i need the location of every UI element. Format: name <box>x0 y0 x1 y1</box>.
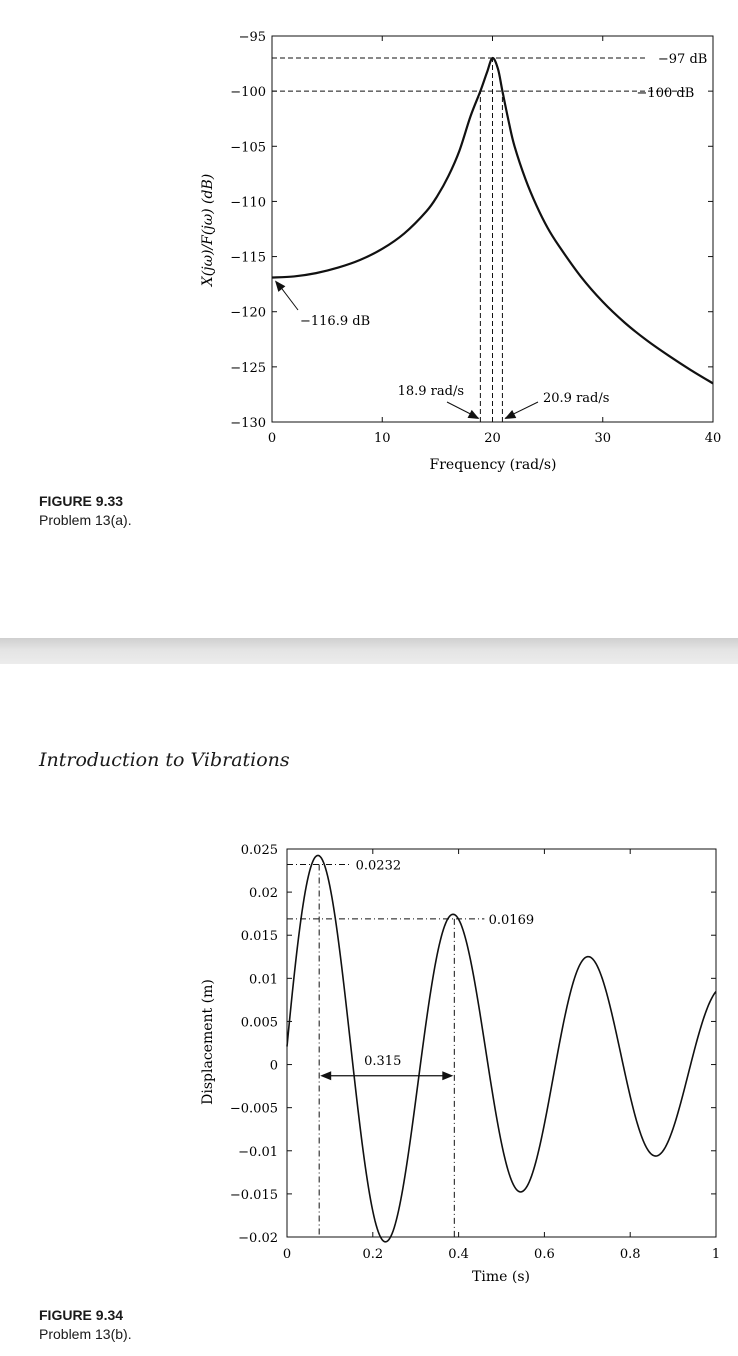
y-tick-label: −95 <box>238 30 266 45</box>
x-tick-label: 20 <box>484 431 501 446</box>
reference-lines <box>287 865 484 1237</box>
annotation-arrowhead <box>468 410 480 419</box>
annotation-peak2: 0.0169 <box>488 912 535 928</box>
figure-caption-text: Problem 13(a). <box>39 512 132 528</box>
y-tick-label: 0.01 <box>249 972 278 988</box>
figure-caption-text: Problem 13(b). <box>39 1326 132 1342</box>
y-tick-label: 0.02 <box>249 886 278 902</box>
period-arrowhead-left <box>320 1071 331 1080</box>
annotations <box>275 52 707 419</box>
annotation-116-9db: −116.9 dB <box>300 314 371 329</box>
x-tick-label: 0.6 <box>534 1247 555 1262</box>
annotation-peak1: 0.0232 <box>355 858 402 874</box>
y-tick-label: 0 <box>269 1058 278 1074</box>
x-tick-label: 1 <box>711 1247 721 1262</box>
y-tick-label: −100 <box>230 85 266 101</box>
y-tick-label: −120 <box>230 305 266 321</box>
y-tick-label: −0.005 <box>229 1101 278 1117</box>
period-arrowhead-right <box>442 1071 453 1080</box>
y-tick-label: −0.02 <box>238 1231 278 1246</box>
x-tick-label: 0.8 <box>619 1247 641 1262</box>
page-break <box>0 638 738 664</box>
annotation-arrowhead <box>504 410 516 419</box>
annotation-100db: −100 dB <box>636 86 695 102</box>
y-tick-label: −0.015 <box>229 1187 278 1203</box>
y-tick-label: −0.01 <box>238 1144 278 1160</box>
y-tick-label: −105 <box>230 140 266 156</box>
x-tick-label: 0.4 <box>448 1247 469 1262</box>
x-axis-label: Time (s) <box>472 1269 530 1285</box>
x-tick-label: 10 <box>373 431 391 446</box>
y-tick-label: 0.025 <box>240 843 278 858</box>
figure-label: FIGURE 9.33 <box>39 493 124 509</box>
plot-frame <box>287 849 716 1237</box>
annotation-arrowhead <box>275 281 285 292</box>
reference-lines <box>272 58 685 422</box>
annotation-18-9-rads: 18.9 rad/s <box>397 384 464 399</box>
annotation-97db: −97 dB <box>657 52 708 68</box>
figure-caption-9-33 <box>39 492 132 530</box>
x-tick-label: 30 <box>594 431 612 446</box>
y-tick-label: −115 <box>230 250 266 266</box>
y-tick-label: 0.015 <box>240 929 278 945</box>
y-axis-label: X(jω)/F(jω) (dB) <box>200 173 216 287</box>
x-tick-label: 0 <box>267 431 277 446</box>
x-tick-label: 0 <box>282 1247 292 1262</box>
axis-ticks <box>287 849 716 1237</box>
y-tick-label: −110 <box>230 195 266 211</box>
plot-area-border <box>287 849 716 1237</box>
annotation-20-9-rads: 20.9 rad/s <box>543 391 610 406</box>
frequency-response-chart <box>0 0 738 480</box>
y-tick-label: −130 <box>230 416 266 431</box>
y-tick-label: −125 <box>230 360 266 376</box>
annotations <box>320 859 534 1081</box>
y-tick-label: 0.005 <box>240 1015 278 1031</box>
x-axis-label: Frequency (rad/s) <box>429 457 557 473</box>
running-head: Introduction to Vibrations <box>39 749 290 771</box>
y-axis-label: Displacement (m) <box>200 979 216 1105</box>
figure-label: FIGURE 9.34 <box>39 1307 124 1323</box>
annotation-period: 0.315 <box>364 1053 402 1069</box>
x-tick-label: 40 <box>704 431 722 446</box>
figure-caption-9-34 <box>39 1306 132 1344</box>
displacement-time-chart <box>0 830 738 1300</box>
x-tick-label: 0.2 <box>362 1247 384 1262</box>
